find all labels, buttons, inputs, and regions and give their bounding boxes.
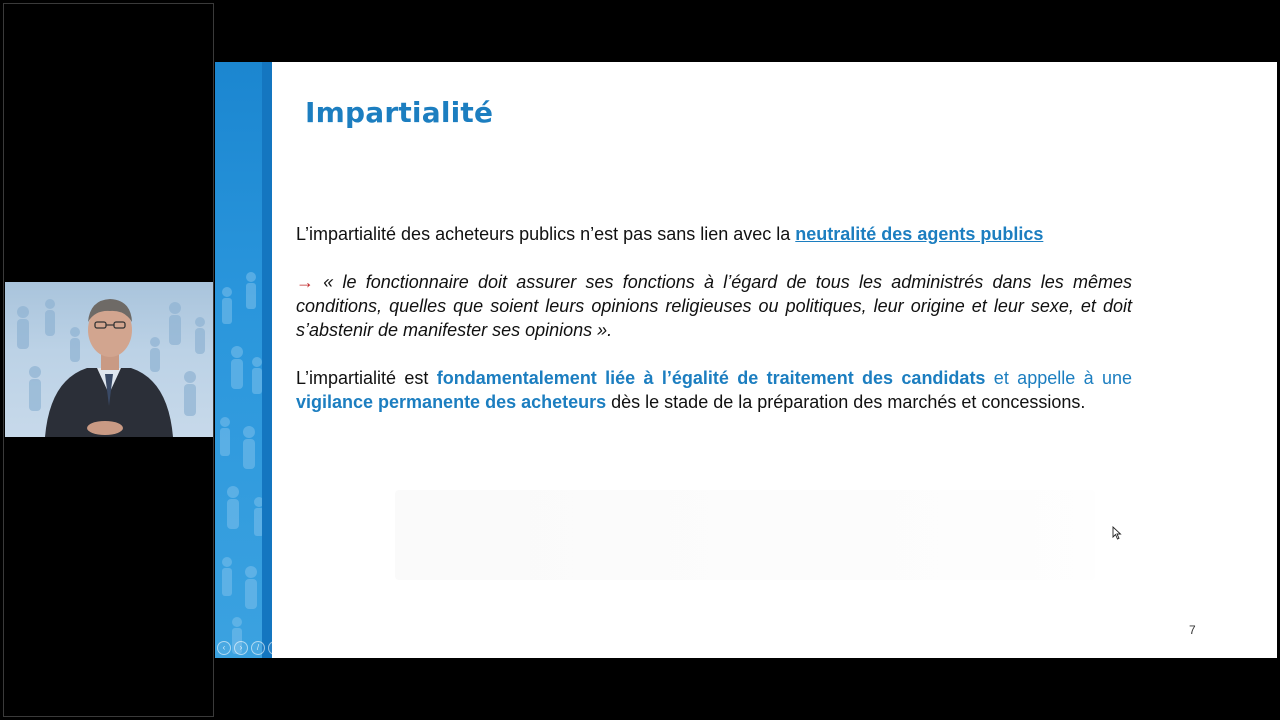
prev-icon[interactable]: ‹	[217, 641, 231, 655]
slideshow-controls	[217, 640, 350, 656]
para1-text: L’impartialité des acheteurs publics n’est pas sans lien avec la	[296, 224, 796, 244]
neutrality-link[interactable]: neutralité des agents publics	[795, 224, 1044, 244]
next-icon[interactable]: ›	[234, 641, 248, 655]
subtitles-icon[interactable]: ▭	[302, 641, 316, 655]
slides-icon[interactable]: ▫	[268, 641, 282, 655]
slide	[215, 62, 1277, 658]
para3-text-1: L’impartialité est	[296, 368, 437, 388]
slide-side-band	[215, 62, 272, 658]
camera-icon[interactable]: ▪	[319, 641, 333, 655]
slide-body	[296, 222, 1132, 438]
para3-bold-1: fondamentalement liée à l’égalité de traitement des candidats	[436, 368, 986, 388]
para3-text-2: et appelle à une	[985, 368, 1132, 388]
paragraph-quote	[296, 270, 1132, 342]
para3-bold-2: vigilance permanente des acheteurs	[296, 392, 607, 412]
more-icon[interactable]: …	[336, 641, 350, 655]
paragraph-equality	[296, 366, 1132, 414]
paragraph-neutrality	[296, 222, 1132, 246]
presenter-webcam	[5, 282, 213, 437]
arrow-icon: →	[296, 272, 314, 292]
pen-icon[interactable]: /	[251, 641, 265, 655]
page-number: 7	[1189, 623, 1196, 637]
mouse-cursor-icon	[1112, 526, 1122, 540]
faint-watermark	[395, 490, 1095, 580]
para3-text-3: dès le stade de la préparation des marchés et concessions.	[606, 392, 1086, 412]
zoom-icon[interactable]: ○	[285, 641, 299, 655]
slide-title: Impartialité	[305, 96, 494, 129]
band-inner-strip	[262, 62, 272, 658]
quote-text: « le fonctionnaire doit assurer ses fonctions à l’égard de tous les administrés dans les mêmes conditions, quelles que soient leurs opinions religieuses ou politiques, leur origine et leur sexe, et doit s’abstenir de manifester ses opinions ».	[296, 272, 1132, 340]
webcam-background-crowd	[5, 282, 213, 437]
